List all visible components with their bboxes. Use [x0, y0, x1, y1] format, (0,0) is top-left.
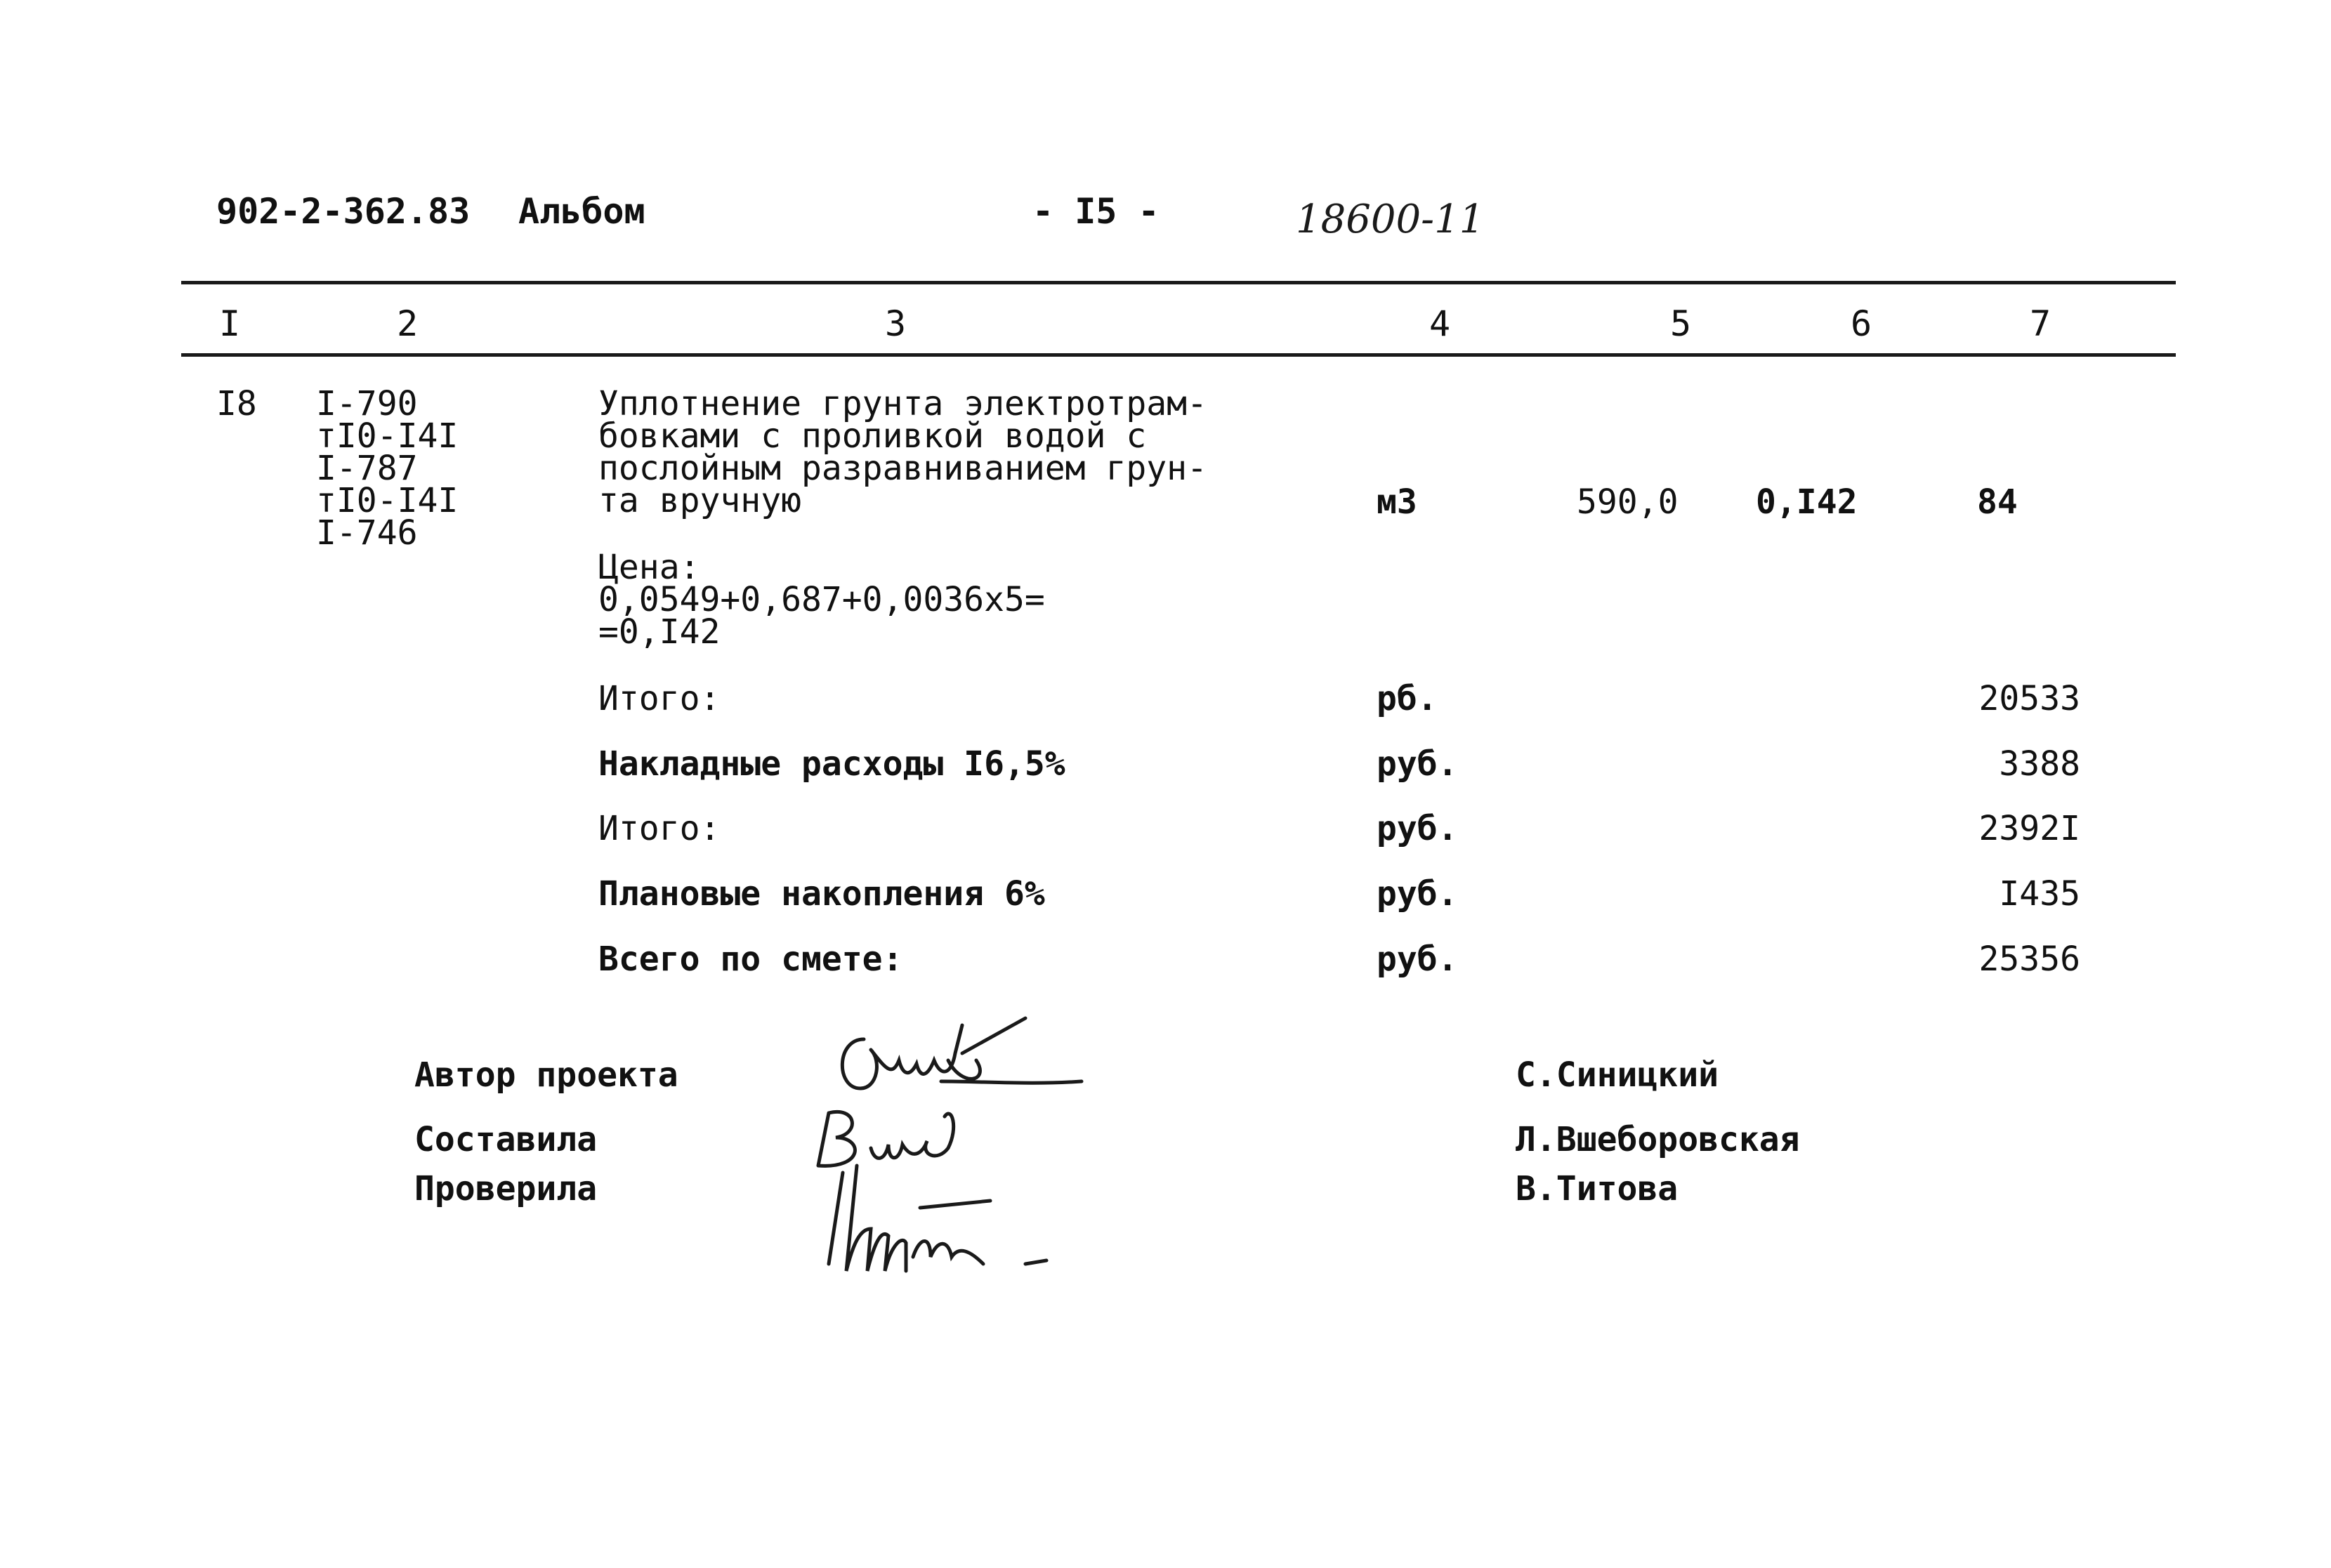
totals-value: 3388 [1999, 744, 2080, 784]
column-header-rule [181, 353, 2176, 357]
totals-value: 2392I [1978, 809, 2080, 848]
signature-name-checker: В.Титова [1516, 1169, 1679, 1208]
signature-checker-image [815, 1159, 1096, 1285]
price-line: 0,0549+0,687+0,0036х5= [598, 580, 1045, 619]
column-header-5: 5 [1670, 303, 1692, 344]
item-code: I-746 [316, 513, 418, 553]
item-codes [316, 384, 459, 553]
album-label: Альбом [518, 191, 645, 232]
totals-label: Накладные расходы I6,5% [598, 744, 1065, 784]
item-code: тI0-I4I [316, 481, 459, 520]
price-line: Цена: [598, 548, 700, 587]
totals-unit: руб. [1377, 809, 1458, 848]
item-quantity: 590,0 [1577, 482, 1679, 522]
totals-label: Всего по смете: [598, 940, 903, 979]
column-header-3: 3 [885, 303, 907, 344]
totals-value: 20533 [1978, 679, 2080, 718]
top-rule [181, 281, 2176, 284]
description-line: бовками с проливкой водой с [598, 416, 1147, 456]
price-calculation [598, 548, 1045, 652]
item-number: I8 [216, 384, 257, 423]
totals-unit: рб. [1377, 679, 1438, 718]
signature-role-author: Автор проекта [414, 1055, 678, 1095]
item-code: тI0-I4I [316, 416, 459, 456]
totals-unit: руб. [1377, 744, 1458, 784]
signature-role-compiler: Составила [414, 1120, 598, 1159]
item-cost: 84 [1977, 482, 2018, 522]
item-unit: м3 [1377, 482, 1417, 522]
signature-name-author: С.Синицкий [1516, 1055, 1719, 1095]
item-description [598, 384, 1207, 520]
item-unit-price: 0,I42 [1756, 482, 1858, 522]
column-header-4: 4 [1429, 303, 1451, 344]
totals-unit: руб. [1377, 940, 1458, 979]
item-code: I-790 [316, 384, 418, 423]
page-number: - I5 - [1032, 191, 1160, 232]
document-code: 902-2-362.83 [216, 191, 471, 232]
signature-role-checker: Проверила [414, 1169, 598, 1208]
totals-value: I435 [1999, 874, 2080, 914]
description-line: Уплотнение грунта электротрам- [598, 384, 1207, 423]
signature-author-image [822, 1011, 1089, 1102]
column-header-7: 7 [2030, 303, 2051, 344]
description-line: та вручную [598, 481, 801, 520]
column-header-1: I [219, 303, 241, 344]
item-code: I-787 [316, 449, 418, 488]
totals-label: Итого: [598, 679, 721, 718]
handwritten-number: 18600-11 [1296, 197, 1485, 242]
totals-value: 25356 [1978, 940, 2080, 979]
column-header-6: 6 [1851, 303, 1872, 344]
price-line: =0,I42 [598, 612, 721, 652]
signature-name-compiler: Л.Вшеборовская [1516, 1120, 1800, 1159]
totals-label: Плановые накопления 6% [598, 874, 1045, 914]
column-header-2: 2 [397, 303, 419, 344]
totals-label: Итого: [598, 809, 721, 848]
totals-unit: руб. [1377, 874, 1458, 914]
description-line: послойным разравниванием грун- [598, 449, 1207, 488]
